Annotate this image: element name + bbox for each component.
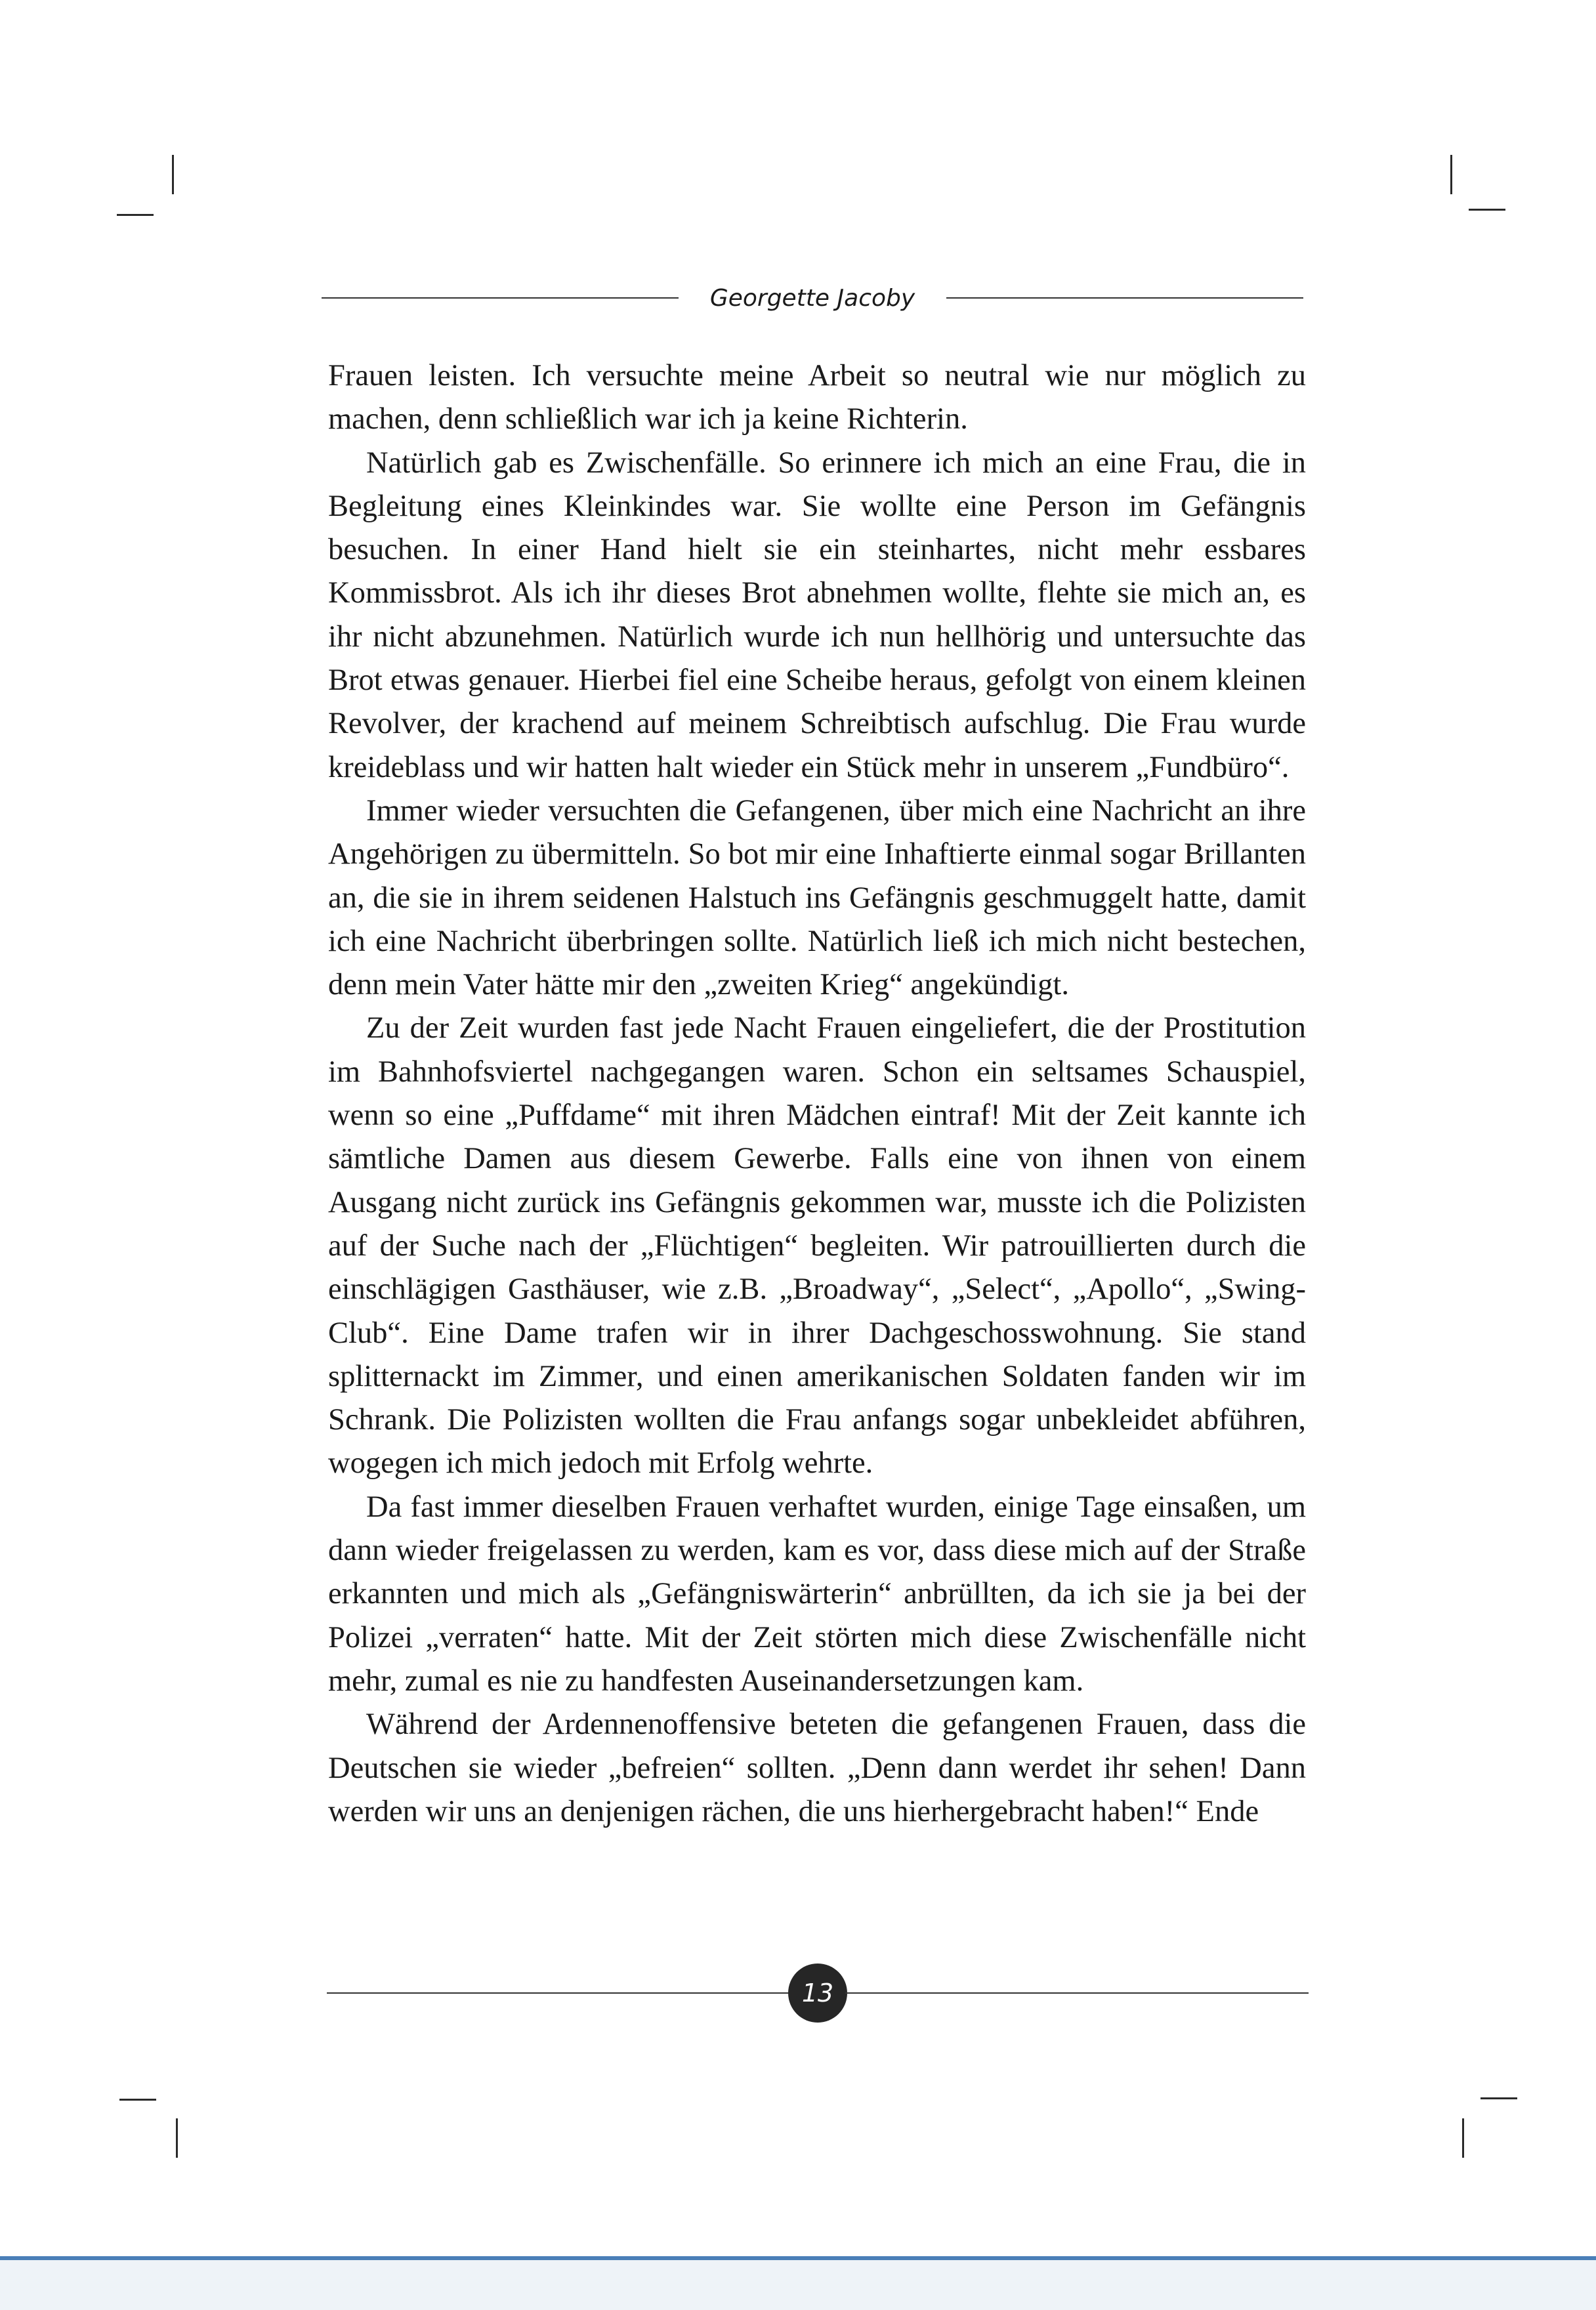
page-number-badge: 13 — [790, 1965, 845, 2021]
crop-mark-bottom-right-v — [1462, 2118, 1464, 2158]
footer-rule-left — [327, 1992, 790, 1994]
paragraph-6: Während der Ardennenoffensive beteten die gefangenen Frauen, dass die Deutschen sie wieder „befreien“ sollten. „Denn dann werdet ihr sehen! Dann werden wir uns an denjenigen rächen, die uns hierhergebracht haben!“ Ende — [328, 1708, 1306, 1828]
running-head-title: Georgette Jacoby — [709, 284, 915, 312]
crop-mark-top-left-v — [172, 155, 174, 194]
paragraph-4: Zu der Zeit wurden fast jede Nacht Frauen eingeliefert, die der Prostitution im Bahnhofsviertel nachgegangen waren. Schon ein seltsames Schauspiel, wenn so eine „Puffdame“ mit ihren Mädchen eintraf! Mit der Zeit kannte ich sämtliche Damen aus diesem Gewerbe. Falls eine von ihnen von einem Ausgang nicht zurück ins Gefängnis gekommen war, musste ich die Polizisten auf der Suche nach der „Flüchtigen“ begleiten. Wir patrouillierten durch die einschlägigen Gasthäuser, wie z.B. „Broadway“, „Select“, „Apollo“, „Swing-Club“. Eine Dame trafen wir in ihrer Dachgeschosswohnung. Sie stand splitternackt im Zimmer, und einen amerikanischen Soldaten fanden wir im Schrank. Die Polizisten wollten die Frau anfangs sogar unbekleidet abführen, wogegen ich mich jedoch mit Erfolg wehrte. — [328, 1011, 1306, 1480]
crop-mark-top-left-h — [117, 214, 154, 216]
crop-mark-top-right-h — [1469, 209, 1505, 211]
scan-bottom-margin — [0, 2260, 1596, 2310]
crop-mark-bottom-left-v — [176, 2118, 178, 2158]
running-head — [322, 278, 1303, 318]
paragraph-1: Frauen leisten. Ich versuchte meine Arbeit so neutral wie nur möglich zu machen, denn schließlich war ich ja keine Richterin. — [328, 359, 1306, 436]
crop-mark-bottom-right-h — [1480, 2097, 1517, 2099]
crop-mark-top-right-v — [1450, 155, 1452, 194]
running-head-rule-left — [322, 297, 679, 299]
paragraph-2: Natürlich gab es Zwischenfälle. So erinnere ich mich an eine Frau, die in Begleitung eines Kleinkindes war. Sie wollte eine Person im Gefängnis besuchen. In einer Hand hielt sie ein steinhartes, nicht mehr essbares Kommissbrot. Als ich ihr dieses Brot abnehmen wollte, flehte sie mich an, es ihr nicht abzunehmen. Natürlich wurde ich nun hellhörig und untersuchte das Brot etwas genauer. Hierbei fiel eine Scheibe heraus, gefolgt von einem kleinen Revolver, der krachend auf meinem Schreibtisch aufschlug. Die Frau wurde kreideblass und wir hatten halt wieder ein Stück mehr in unserem „Fundbüro“. — [328, 446, 1306, 784]
body-text — [328, 354, 1306, 1834]
page-footer — [327, 1965, 1309, 2021]
footer-rule-right — [845, 1992, 1309, 1994]
paragraph-3: Immer wieder versuchten die Gefangenen, über mich eine Nachricht an ihre Angehörigen zu übermitteln. So bot mir eine Inhaftierte einmal sogar Brillanten an, die sie in ihrem seidenen Halstuch ins Gefängnis geschmuggelt hatte, damit ich eine Nachricht überbringen sollte. Natürlich ließ ich mich nicht bestechen, denn mein Vater hätte mir den „zweiten Krieg“ angekündigt. — [328, 793, 1306, 1002]
running-head-rule-right — [946, 297, 1303, 299]
crop-mark-bottom-left-h — [119, 2099, 156, 2101]
paragraph-5: Da fast immer dieselben Frauen verhaftet wurden, einige Tage einsaßen, um dann wieder freigelassen zu werden, kam es vor, dass diese mich auf der Straße erkannten und mich als „Gefängniswärterin“ anbrüllten, da ich sie ja bei der Polizei „verraten“ hatte. Mit der Zeit störten mich diese Zwischenfälle nicht mehr, zumal es nie zu handfesten Auseinandersetzungen kam. — [328, 1490, 1306, 1698]
